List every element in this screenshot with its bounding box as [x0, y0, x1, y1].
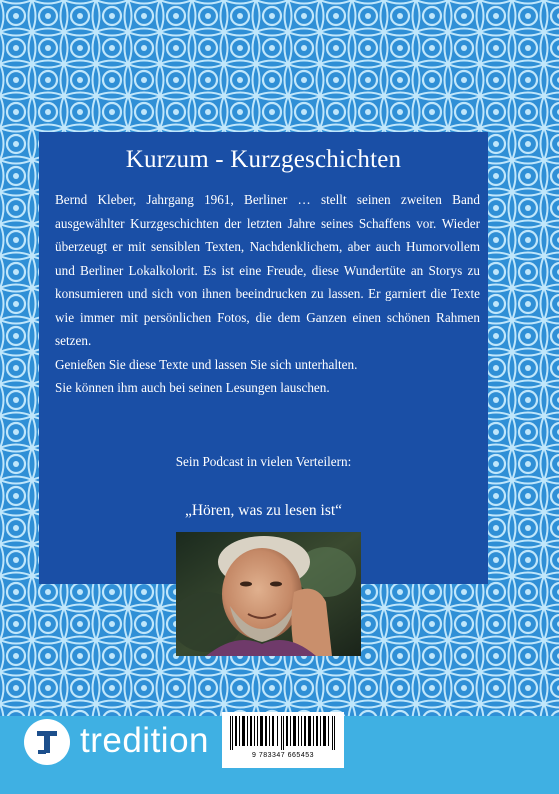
isbn-number: 9 783347 665453: [252, 752, 314, 759]
publisher-name: tredition: [80, 721, 210, 760]
back-cover-panel: [39, 132, 488, 584]
author-photo-image: [176, 532, 361, 656]
blurb-paragraph: Sie können ihm auch bei seinen Lesungen lauschen.: [55, 380, 330, 395]
tredition-logo-mark: [24, 719, 70, 765]
blurb-text: [55, 188, 480, 400]
tredition-t-icon: [24, 719, 70, 765]
podcast-title: „Hören, was zu lesen ist“: [184, 502, 343, 519]
podcast-line: Sein Podcast in vielen Verteilern:: [175, 454, 352, 469]
blurb-paragraph: Bernd Kleber, Jahrgang 1961, Berliner … stellt seinen zweiten Band ausgewählter Kurzgeschichten der letzten Jahre seines Schaffens vor. Wieder überzeugt er mit sensiblen Texten, Nachdenklichem, aber auch Humorvollem und Berliner Lokalkolorit. Es ist eine Freude, diese Wundertüte an Storys zu konsumieren und sich von ihnen beeindrucken zu lassen. Er garniert die Texte wie immer mit persönlichen Fotos, die dem Ganzen einen schönen Rahmen setzen.: [55, 192, 480, 348]
book-title: Kurzum - Kurzgeschichten: [125, 146, 402, 173]
barcode-bars: [222, 712, 344, 752]
blurb-paragraph: Genießen Sie diese Texte und lassen Sie sich unterhalten.: [55, 356, 358, 372]
author-portrait: [176, 532, 361, 656]
isbn-barcode: [222, 712, 344, 768]
publisher-footer: [0, 716, 559, 794]
